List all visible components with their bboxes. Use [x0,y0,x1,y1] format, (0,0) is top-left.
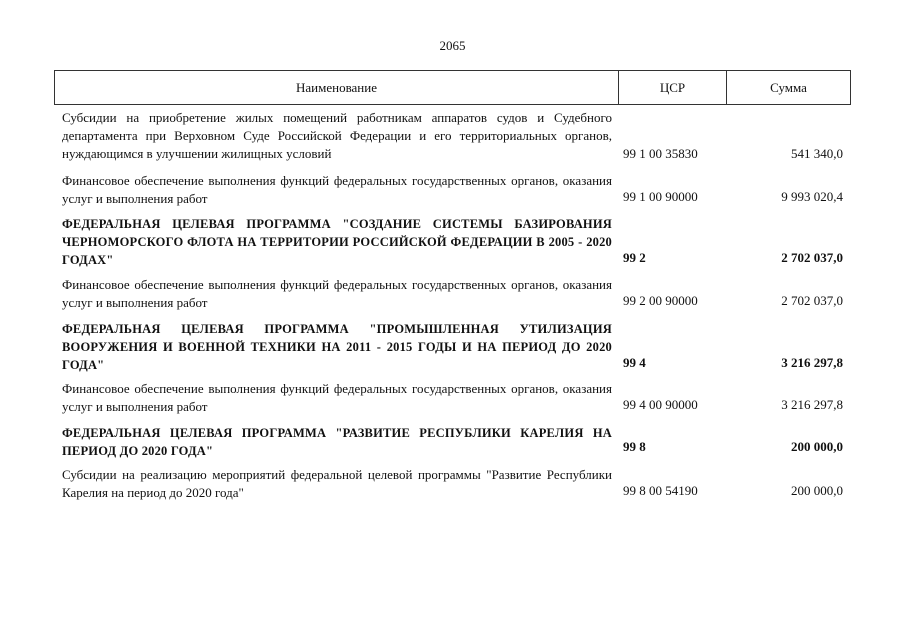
row-amount: 3 216 297,8 [781,397,843,412]
row-description: ФЕДЕРАЛЬНАЯ ЦЕЛЕВАЯ ПРОГРАММА "ПРОМЫШЛЕННАЯ УТИЛИЗАЦИЯ ВООРУЖЕНИЯ И ВОЕННОЙ ТЕХНИКИ НА 2011 - 2015 ГОДЫ И НА ПЕРИОД ДО 2020 ГОДА" [62,322,612,372]
row-csr: 99 8 00 54190 [623,483,698,498]
row-csr: 99 4 00 90000 [623,397,698,412]
row-amount: 2 702 037,0 [781,293,843,308]
row-csr: 99 2 [623,250,646,265]
row-description: Субсидии на реализацию мероприятий федеральной целевой программы "Развитие Республики Карелия на период до 2020 года" [62,467,612,500]
row-description: Финансовое обеспечение выполнения функций федеральных государственных органов, оказания услуг и выполнения работ [62,277,612,310]
page-number: 2065 [439,38,466,53]
row-csr: 99 2 00 90000 [623,293,698,308]
column-header-sum: Сумма [770,79,807,95]
row-description: ФЕДЕРАЛЬНАЯ ЦЕЛЕВАЯ ПРОГРАММА "СОЗДАНИЕ СИСТЕМЫ БАЗИРОВАНИЯ ЧЕРНОМОРСКОГО ФЛОТА НА ТЕРРИТОРИИ РОССИЙСКОЙ ФЕДЕРАЦИИ В 2005 - 2020 ГОДАХ" [62,217,612,267]
row-csr: 99 1 00 90000 [623,189,698,204]
row-amount: 541 340,0 [791,146,843,161]
column-header-csr: ЦСР [619,71,727,104]
row-description: Финансовое обеспечение выполнения функций федеральных государственных органов, оказания услуг и выполнения работ [62,381,612,414]
row-amount: 200 000,0 [791,439,843,454]
row-amount: 3 216 297,8 [781,355,843,370]
row-amount: 200 000,0 [791,483,843,498]
row-csr: 99 8 [623,439,646,454]
column-header-name: Наименование [55,71,619,104]
row-csr: 99 4 [623,355,646,370]
row-description: Субсидии на приобретение жилых помещений работникам аппаратов судов и Судебного департамента при Верховном Суде Российской Федерации и его территориальных органов, нуждающимся в улучшении жилищных условий [62,110,612,161]
row-description: Финансовое обеспечение выполнения функций федеральных государственных органов, оказания услуг и выполнения работ [62,173,612,206]
row-amount: 2 702 037,0 [781,250,843,265]
row-description: ФЕДЕРАЛЬНАЯ ЦЕЛЕВАЯ ПРОГРАММА "РАЗВИТИЕ РЕСПУБЛИКИ КАРЕЛИЯ НА ПЕРИОД ДО 2020 ГОДА" [62,426,612,458]
row-csr: 99 1 00 35830 [623,146,698,161]
table-header [54,70,851,105]
row-amount: 9 993 020,4 [781,189,843,204]
